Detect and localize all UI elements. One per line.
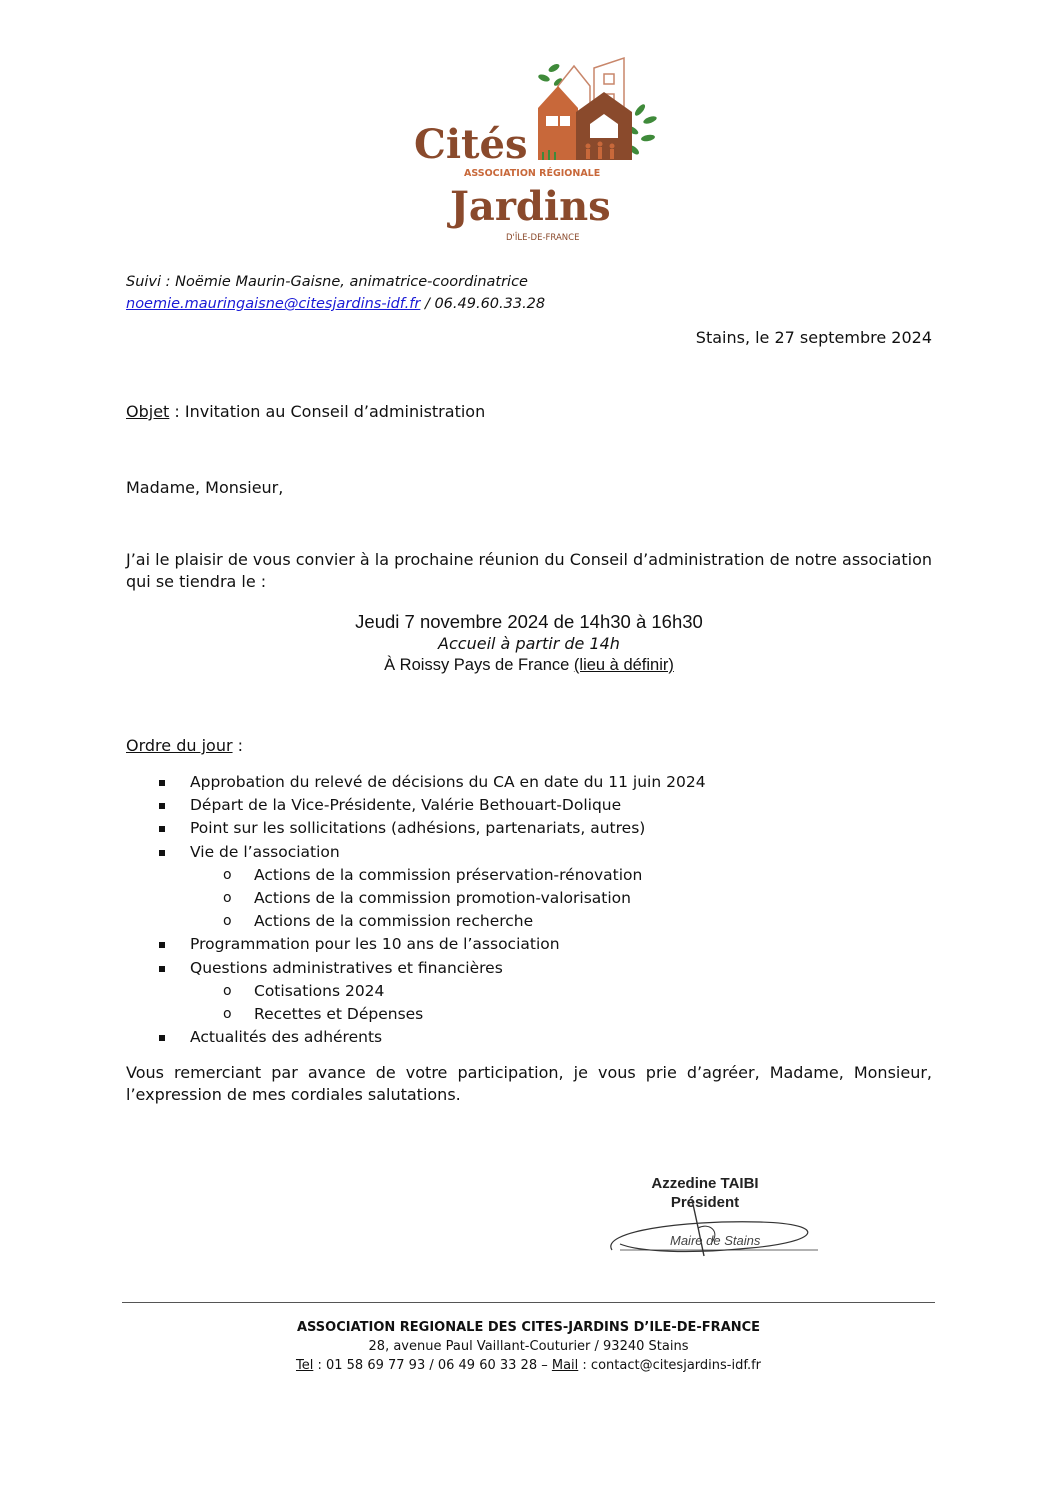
agenda-subitem: o Actions de la commission préservation-rénovation	[126, 864, 932, 887]
sub-bullet-marker: o	[223, 913, 232, 930]
agenda-subitem: o Actions de la commission promotion-valorisation	[126, 887, 932, 910]
bullet-icon	[159, 826, 165, 832]
agenda-item: Départ de la Vice-Présidente, Valérie Bethouart-Dolique	[126, 794, 932, 817]
bullet-icon	[159, 850, 165, 856]
signatory-role: Maire de Stains	[670, 1233, 761, 1248]
footer	[122, 1318, 935, 1375]
bullet-icon	[159, 942, 165, 948]
phone-number: / 06.49.60.33.28	[420, 296, 546, 312]
suivi-line: Suivi : Noëmie Maurin-Gaisne, animatrice-coordinatrice	[126, 274, 528, 290]
letter-date: Stains, le 27 septembre 2024	[695, 328, 932, 347]
location-text: À Roissy Pays de France	[384, 656, 574, 674]
meeting-datetime: Jeudi 7 novembre 2024 de 14h30 à 16h30	[355, 611, 703, 632]
agenda-label: Ordre du jour	[126, 736, 233, 755]
contact-line	[126, 293, 545, 315]
handwritten-signature	[600, 1172, 825, 1260]
sub-bullet-marker: o	[223, 889, 232, 906]
agenda-subitem: o Cotisations 2024	[126, 980, 932, 1003]
subject-line	[126, 402, 485, 421]
bullet-icon	[159, 803, 165, 809]
organization-logo	[408, 38, 672, 258]
agenda-heading	[126, 736, 243, 755]
mail-value: : contact@citesjardins-idf.fr	[578, 1358, 762, 1373]
signatory-title: Président	[670, 1194, 740, 1211]
contact-block	[126, 271, 545, 315]
subject-text: : Invitation au Conseil d’administration	[169, 402, 486, 421]
signatory-name: Azzedine TAIBI	[651, 1175, 759, 1192]
agenda-subitem: o Recettes et Dépenses	[126, 1003, 932, 1026]
tel-value: : 01 58 69 77 93 / 06 49 60 33 28 –	[313, 1358, 552, 1373]
salutation: Madame, Monsieur,	[126, 478, 284, 497]
signature-block	[600, 1172, 825, 1260]
subject-label: Objet	[126, 402, 170, 421]
email-link[interactable]: noemie.mauringaisne@citesjardins-idf.fr	[126, 296, 421, 312]
footer-address: 28, avenue Paul Vaillant-Couturier / 93240 Stains	[368, 1339, 689, 1354]
meeting-welcome: Accueil à partir de 14h	[438, 634, 620, 653]
meeting-location	[126, 654, 932, 676]
footer-divider	[122, 1302, 935, 1303]
agenda-item: Actualités des adhérents	[126, 1026, 932, 1049]
svg-text:D'ÎLE-DE-FRANCE: D'ÎLE-DE-FRANCE	[506, 233, 580, 243]
footer-org-name: ASSOCIATION REGIONALE DES CITES-JARDINS D’ILE-DE-FRANCE	[296, 1320, 761, 1335]
bullet-icon	[159, 1035, 165, 1041]
sub-bullet-marker: o	[223, 982, 232, 999]
sub-bullet-marker: o	[223, 1005, 232, 1022]
agenda-item: Point sur les sollicitations (adhésions, partenariats, autres)	[126, 817, 932, 840]
bullet-icon	[159, 966, 165, 972]
agenda-item: Questions administratives et financières	[126, 957, 932, 980]
sub-bullet-marker: o	[223, 866, 232, 883]
agenda-subitem: o Actions de la commission recherche	[126, 910, 932, 933]
bullet-icon	[159, 780, 165, 786]
mail-label: Mail	[551, 1358, 579, 1373]
footer-contact	[122, 1356, 935, 1375]
svg-text:ASSOCIATION RÉGIONALE: ASSOCIATION RÉGIONALE	[464, 168, 601, 179]
svg-text:Jardins: Jardins	[450, 183, 611, 230]
agenda-item: Programmation pour les 10 ans de l’association	[126, 933, 932, 956]
meeting-details	[126, 610, 932, 676]
intro-paragraph: J’ai le plaisir de vous convier à la prochaine réunion du Conseil d’administration de notre association qui se tiendra le :	[126, 550, 932, 591]
agenda-item: Approbation du relevé de décisions du CA en date du 11 juin 2024	[126, 771, 932, 794]
agenda-label-suffix: :	[232, 736, 244, 755]
agenda-list	[126, 771, 932, 1049]
logo-text: Cités	[414, 121, 528, 168]
closing-paragraph: Vous remerciant par avance de votre participation, je vous prie d’agréer, Madame, Monsieur, l’expression de mes cordiales salutations.	[126, 1063, 932, 1104]
logo-graphic	[408, 38, 672, 258]
location-note: (lieu à définir)	[573, 656, 674, 674]
tel-label: Tel	[295, 1358, 314, 1373]
agenda-item: Vie de l’association	[126, 841, 932, 864]
